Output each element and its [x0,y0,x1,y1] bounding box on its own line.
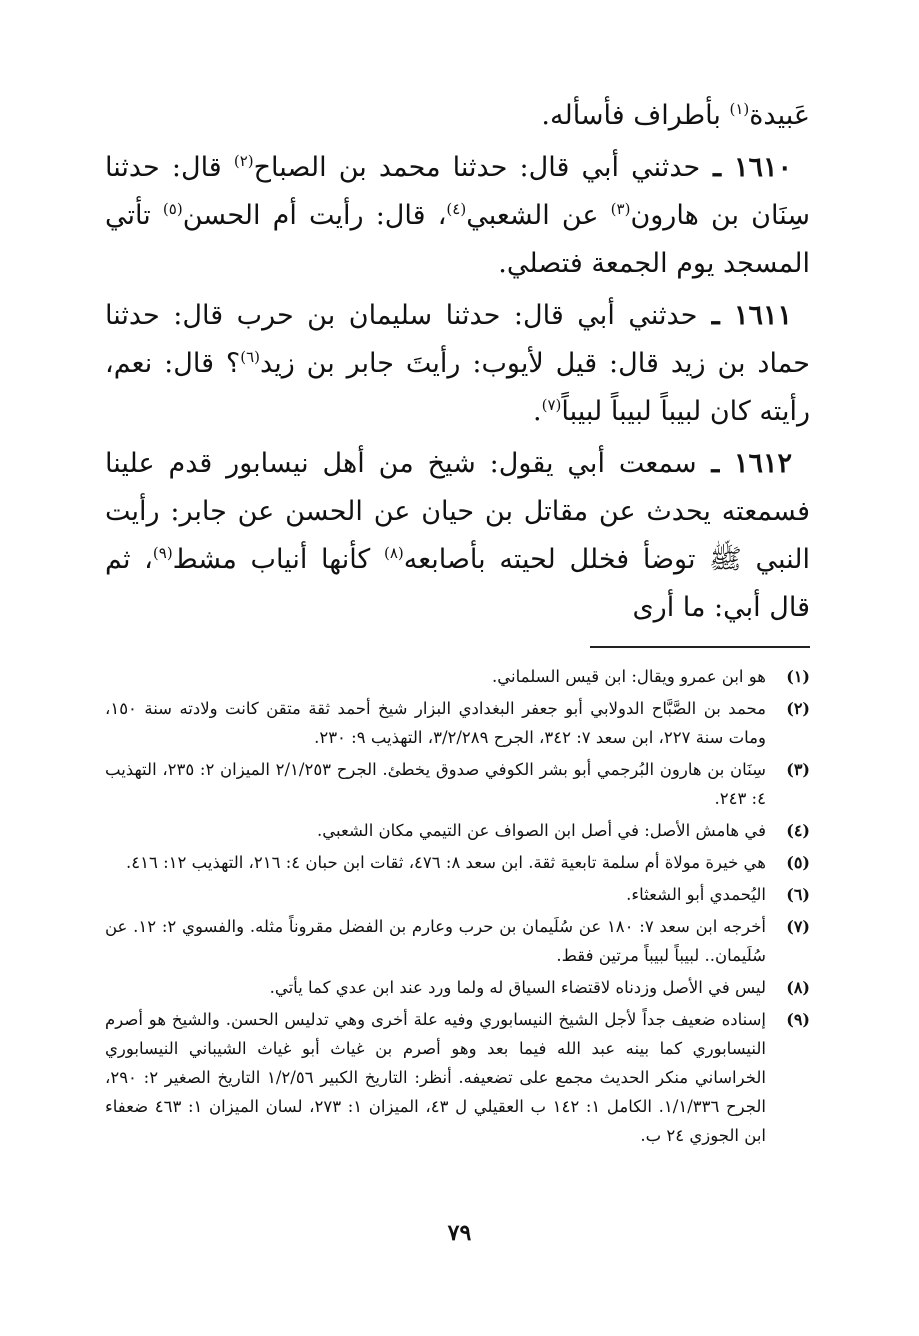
footnote-number: (٥) [786,853,810,872]
text-run: سمعت أبي يقول: شيخ من أهل نيسابور قدم علينا فسمعته يحدث عن مقاتل بن حيان عن الحسن عن جابر: رأيت النبي ﷺ توضأ فخلل لحيته بأصابعه [105,448,810,575]
footnote-item [105,662,810,691]
footnote-text: هو ابن عمرو ويقال: ابن قيس السلماني. [492,667,766,686]
footnote-text: أخرجه ابن سعد ٧: ١٨٠ عن سُلَيمان بن حرب وعارم بن الفضل مقروناً مثله. والفسوي ٢: ١٢. عن سُلَيمان.. لبيباً لبيباً مرتين فقط. [105,917,767,965]
footnote-ref[interactable]: (٤) [446,200,467,218]
text-run: بأطراف فأسأله. [541,100,730,131]
paragraph-1610 [105,144,810,288]
paragraph-continuation [105,92,810,140]
paragraph-1612 [105,440,810,632]
footnote-ref[interactable]: (٨) [383,544,404,562]
footnote-number: (٨) [786,978,810,997]
footnote-text: سِنَان بن هارون البُرجمي أبو بشر الكوفي صدوق يخطئ. الجرح ٢/١/٢٥٣ الميزان ٢: ٢٣٥، التهذيب ٤: ٢٤٣. [105,760,766,808]
footnote-ref[interactable]: (٦) [240,348,261,366]
footnote-item [105,848,810,877]
footnote-text: محمد بن الصَّبَّاح الدولابي أبو جعفر البغدادي البزار شيخ أحمد ثقة متقن كانت ولادته سنة ١٥٠، ومات سنة ٢٢٧، ابن سعد ٧: ٣٤٢، الجرح ٣/٢/٢٨٩، التهذيب ٩: ٢٣٠. [105,699,766,747]
text-run: حدثني أبي قال: حدثنا محمد بن الصباح [253,152,701,183]
footnote-number: (١) [786,667,810,686]
footnote-item [105,912,810,970]
footnote-number: (٤) [786,821,810,840]
footnote-divider [590,646,810,648]
text-run: كأنها أنياب مشط [172,544,384,575]
footnote-text: هي خيرة مولاة أم سلمة تابعية ثقة. ابن سعد ٨: ٤٧٦، ثقات ابن حبان ٤: ٢١٦، التهذيب ١٢: ٤١٦. [126,853,766,872]
narration-number: ١٦١٠ ـ [700,152,792,183]
narration-number: ١٦١٢ ـ [696,448,792,479]
footnote-ref[interactable]: (٥) [162,200,183,218]
footnote-number: (٩) [786,1010,810,1029]
footnote-text: اليُحمدي أبو الشعثاء. [626,885,766,904]
footnotes [105,662,810,1150]
text-run: عن الشعبي [466,200,611,231]
text-run: ، ثم قال أبي: ما أرى [105,544,810,623]
page-body [105,92,810,1153]
footnote-item [105,880,810,909]
text-run: تأتي المسجد يوم الجمعة فتصلي. [105,200,810,279]
main-text [105,92,810,632]
narration-number: ١٦١١ ـ [697,300,792,331]
footnote-number: (٦) [786,885,810,904]
page-number: ٧٩ [447,1220,472,1246]
text-run: . [533,396,542,427]
text-run: حدثني أبي قال: حدثنا سليمان بن حرب قال: حدثنا حماد بن زيد قال: قيل لأيوب: رأيتَ جابر بن زيد [105,300,810,379]
footnote-number: (٧) [786,917,810,936]
footnote-ref[interactable]: (٢) [233,152,254,170]
footnote-text: في هامش الأصل: في أصل ابن الصواف عن التيمي مكان الشعبي. [317,821,766,840]
footnote-text: ليس في الأصل وزدناه لاقتضاء السياق له ولما ورد عند ابن عدي كما يأتي. [269,978,766,997]
footnote-text: إسناده ضعيف جداً لأجل الشيخ النيسابوري وفيه علة أخرى وهي تدليس الحسن. والشيخ هو أصرم النيسابوري كما بينه عبد الله فيما بعد وهو أصرم بن غياث أبو غياث الشيباني النيسابوري الخراساني منكر الحديث مجمع على تضعيفه. أنظر: التاريخ الكبير ١/٢/٥٦ التاريخ الصغير ٢: ٢٩٠، الجرح ١/١/٣٣٦. الكامل ١: ١٤٢ ب العقيلي ل ٤٣، الميزان ١: ٢٧٣، لسان الميزان ١: ٤٦٣ ضعفاء ابن الجوزي ٢٤ ب. [105,1010,766,1145]
footnote-number: (٢) [786,699,810,718]
footnote-ref[interactable]: (٣) [610,200,631,218]
footnote-ref[interactable]: (١) [729,100,750,118]
footnote-item [105,755,810,813]
footnote-item [105,973,810,1002]
footnote-ref[interactable]: (٩) [152,544,173,562]
text-run: ؟ قال: نعم، رأيته كان لبيباً لبيباً لبيباً [105,348,810,427]
text-run: عَبيدة [749,100,810,131]
footnote-number: (٣) [786,760,810,779]
footnote-item [105,694,810,752]
text-run: ، قال: رأيت أم الحسن [182,200,447,231]
footnote-item [105,1005,810,1150]
paragraph-1611 [105,292,810,436]
footnote-item [105,816,810,845]
text-run: قال: حدثنا سِنَان بن هارون [105,152,810,231]
footnote-ref[interactable]: (٧) [541,396,562,414]
